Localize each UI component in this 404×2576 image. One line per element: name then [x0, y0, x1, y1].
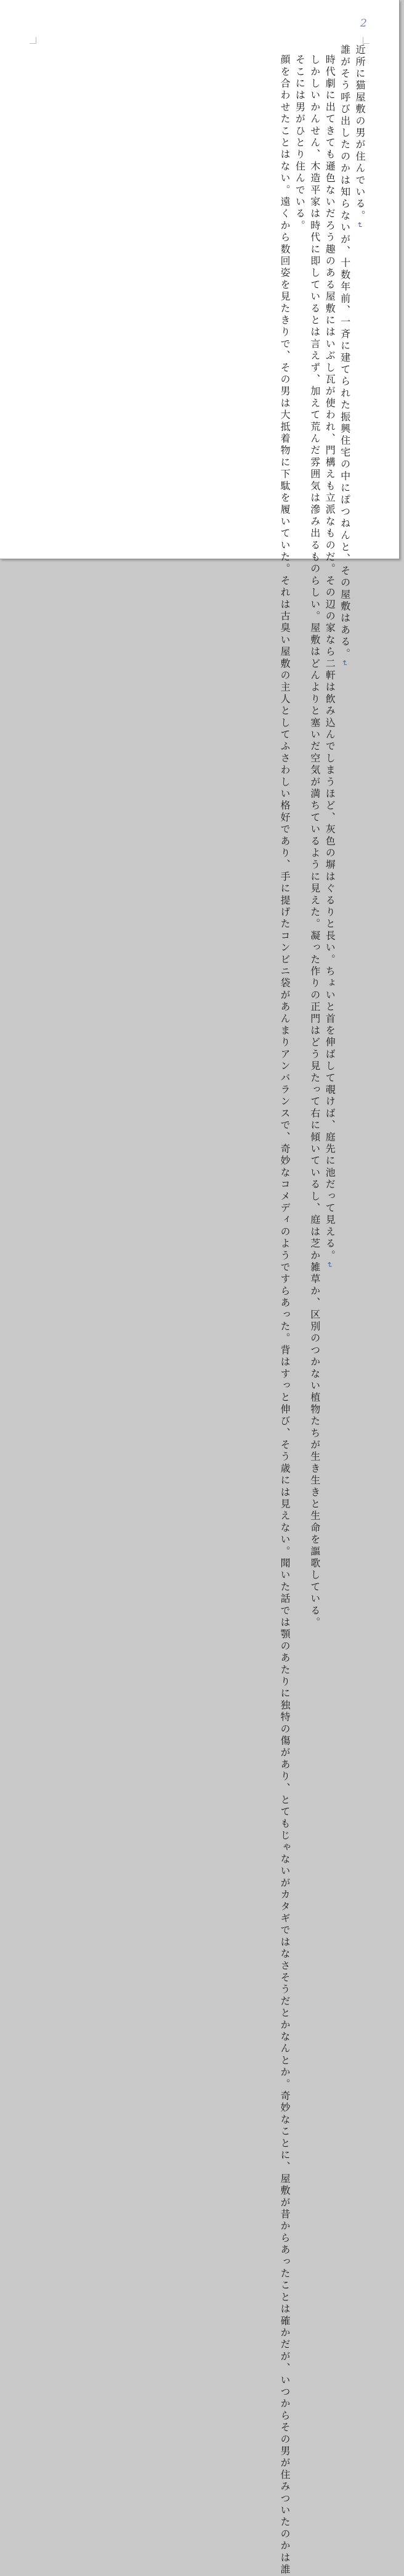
- paragraph-3: [322, 44, 337, 1268]
- vertical-body-text: [277, 44, 367, 2576]
- paragraph-text: 誰がそう呼び出したのかは知らないが、十数年前、一斉に建てられた振興住宅の中にぽつねんと、その屋敷はある。: [339, 44, 351, 660]
- paragraph-text: 時代劇に出てきても遜色ないだろう趣のある屋敷にはいぶし瓦が使われ、門構えも立派なものだ。その辺の家なら二軒は飲み込んでしまうほど、灰色の塀はぐるりと長い。ちょいと首を伸ばして覗けば、庭先に池だって見える。: [324, 54, 336, 1262]
- paragraph-1: [352, 44, 367, 525]
- paragraph-text: しかしいかんせん、木造平家は時代に即しているとは言えず、加えて荒んだ雰囲気は滲み出るものらしい。屋敷はどんよりと塞いだ空気が満ちているように見えた。凝った作りの正門はどう見たって右に傾いているし、庭は芝か雑草か、区別のつかない植物たちが生き生きと生命を謳歌している。: [309, 54, 321, 1629]
- paragraph-return-mark: ↵: [340, 660, 349, 667]
- margin-corner-mark-left: [30, 37, 36, 44]
- margin-corner-mark-right: [363, 37, 370, 44]
- paragraph-return-mark: ↵: [325, 1261, 334, 1268]
- paragraph-text: そこには男がひとり住んでいる。: [294, 54, 306, 232]
- paragraph-text: 顔を合わせたことはない。遠くから数回姿を見たきりで、その男は大抵着物に下駄を履いていた。それは古臭い屋敷の主人としてふさわしい格好であり、手に提げたコンビニ袋があんまりアンバランスで、奇妙なコメディのようですらあった。背はすっと伸び、そう歳には見えない。聞いた話では顎のあたりに独特の傷があり、とてもじゃないがカタギではなさそうだとかなんとか。奇妙なことに、屋敷が昔からあったことは確かだが、いつからその男が住みついたのかは誰: [278, 54, 291, 2576]
- paragraph-return-mark: ↵: [355, 222, 364, 229]
- paragraph-4: [307, 44, 321, 1629]
- page-number: 2: [360, 17, 367, 30]
- paragraph-6: [277, 44, 292, 2576]
- paragraph-text: 近所に猫屋敷の男が住んでいる。: [354, 44, 366, 222]
- paragraph-2: [337, 44, 352, 667]
- paragraph-5: [292, 44, 307, 525]
